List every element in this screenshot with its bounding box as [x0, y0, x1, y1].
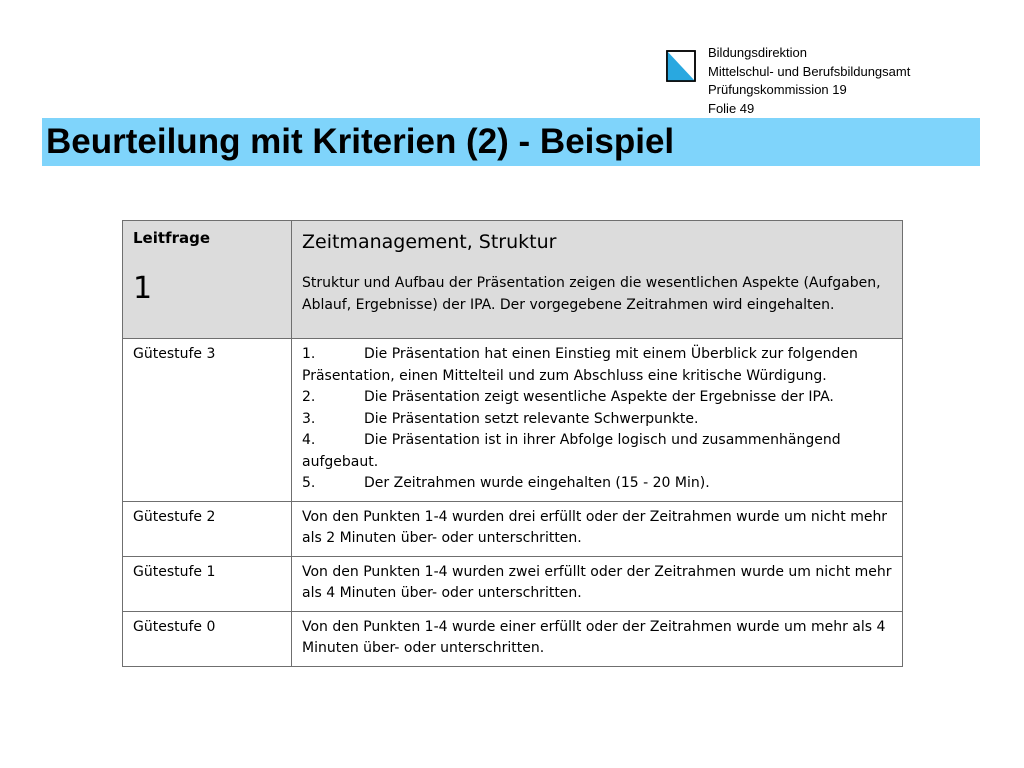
level-label-cell — [123, 611, 292, 666]
level-label: Gütestufe 3 — [133, 346, 216, 362]
item-number: 4. — [302, 432, 316, 448]
criteria-list — [302, 339, 892, 501]
list-item — [302, 344, 892, 366]
level-description-cell — [292, 501, 903, 556]
level-description-cell — [292, 339, 903, 502]
item-number: 3. — [302, 410, 316, 427]
assessment-table — [122, 220, 903, 667]
level-label-cell — [123, 501, 292, 556]
item-number: 5. — [302, 475, 316, 491]
criterion-cell — [292, 221, 903, 339]
level-description-cell — [292, 611, 903, 666]
title-bar — [42, 118, 980, 166]
level-description: Von den Punkten 1-4 wurde einer erfüllt oder der Zeitrahmen wurde um mehr als 4 Minuten über- oder unterschritten. — [302, 618, 886, 656]
criterion-title: Zeitmanagement, Struktur — [302, 231, 557, 253]
level-description: Von den Punkten 1-4 wurden zwei erfüllt oder der Zeitrahmen wurde um nicht mehr als 4 Minuten über- oder unterschritten. — [302, 563, 892, 601]
table-row — [123, 611, 903, 666]
item-continuation: Präsentation, einen Mittelteil und zum Abschluss eine kritische Würdigung. — [302, 367, 827, 384]
criterion-description: Struktur und Aufbau der Präsentation zeigen die wesentlichen Aspekte (Aufgaben, Ablauf, Ergebnisse) der IPA. Der vorgegebene Zeitrahmen wird eingehalten. — [302, 275, 881, 313]
item-text: Die Präsentation setzt relevante Schwerpunkte. — [364, 410, 699, 427]
org-line-directorate: Bildungsdirektion — [708, 45, 808, 60]
leitfrage-cell — [123, 221, 292, 339]
table-row — [123, 339, 903, 502]
item-number: 1. — [302, 346, 316, 362]
org-line-office: Mittelschul- und Berufsbildungsamt — [708, 63, 911, 79]
canton-zurich-logo-icon — [666, 50, 696, 82]
list-item — [302, 387, 892, 409]
level-label: Gütestufe 2 — [133, 508, 216, 525]
slide-number: Folie 49 — [708, 100, 755, 116]
list-item — [302, 473, 892, 495]
org-line-commission: Prüfungskommission 19 — [708, 82, 847, 98]
level-label-cell — [123, 339, 292, 502]
item-text: Die Präsentation hat einen Einstieg mit einem Überblick zur folgenden — [364, 346, 858, 362]
leitfrage-number: 1 — [133, 271, 153, 306]
table-row — [123, 501, 903, 556]
page-title: Beurteilung mit Kriterien (2) - Beispiel — [46, 122, 675, 161]
item-text: Die Präsentation ist in ihrer Abfolge logisch und zusammenhängend — [364, 432, 841, 448]
level-description-cell — [292, 556, 903, 611]
level-description: Von den Punkten 1-4 wurden drei erfüllt oder der Zeitrahmen wurde um nicht mehr als 2 Minuten über- oder unterschritten. — [302, 508, 888, 546]
item-text: Der Zeitrahmen wurde eingehalten (15 - 20 Min). — [364, 475, 710, 491]
level-label: Gütestufe 1 — [133, 563, 216, 580]
organization-info — [708, 44, 910, 118]
item-number: 2. — [302, 389, 316, 405]
leitfrage-label: Leitfrage — [133, 229, 210, 247]
item-text: Die Präsentation zeigt wesentliche Aspekte der Ergebnisse der IPA. — [364, 389, 834, 405]
item-continuation: aufgebaut. — [302, 453, 379, 470]
table-header-row — [123, 221, 903, 339]
level-label: Gütestufe 0 — [133, 618, 216, 635]
list-item — [302, 430, 892, 452]
table-row — [123, 556, 903, 611]
level-label-cell — [123, 556, 292, 611]
list-item — [302, 409, 892, 431]
